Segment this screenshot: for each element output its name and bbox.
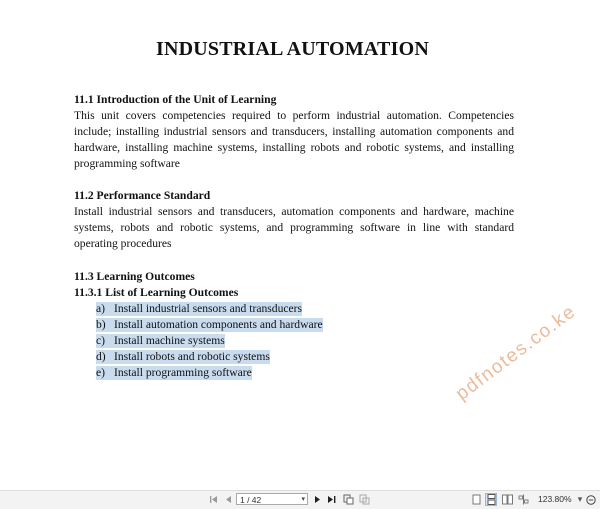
two-page-icon bbox=[502, 494, 513, 505]
list-item bbox=[96, 317, 514, 333]
first-page-button[interactable] bbox=[208, 493, 218, 506]
section-subheading: 11.3.1 List of Learning Outcomes bbox=[74, 286, 239, 299]
two-page-button[interactable] bbox=[501, 493, 513, 506]
page-spread-button[interactable] bbox=[517, 493, 529, 506]
document-title: INDUSTRIAL AUTOMATION bbox=[156, 38, 429, 60]
previous-page-icon bbox=[224, 495, 233, 504]
section-heading: 11.2 Performance Standard bbox=[74, 189, 211, 202]
page-spread-icon bbox=[518, 494, 529, 505]
last-page-icon bbox=[327, 495, 337, 504]
single-page-button[interactable] bbox=[470, 493, 482, 506]
list-item bbox=[96, 365, 514, 381]
selected-text[interactable]: e) Install programming software bbox=[96, 366, 252, 379]
section-introduction bbox=[74, 92, 514, 172]
continuous-page-icon bbox=[487, 494, 496, 505]
rotate-icon bbox=[343, 494, 354, 505]
first-page-icon bbox=[209, 495, 218, 504]
zoom-out-icon bbox=[586, 495, 596, 505]
watermark: pdfnotes.co.ke bbox=[452, 300, 581, 405]
fit-page-button[interactable] bbox=[358, 493, 370, 506]
outcomes-list bbox=[74, 301, 514, 381]
section-body: This unit covers competencies required to perform industrial automation. Competencies include; installing industrial sensors and transducers, installing automation components and hardware, installing machine systems, installing robots and robotic systems, and installing programming software bbox=[74, 109, 514, 170]
page-indicator: 1 / 42 bbox=[240, 495, 262, 505]
section-body: Install industrial sensors and transducers, automation components and hardware, machine systems, robots and robotic systems, and programming software in line with standard operating procedures bbox=[74, 205, 514, 250]
next-page-icon bbox=[313, 495, 322, 504]
chevron-down-icon: ▾ bbox=[301, 496, 305, 503]
viewer-toolbar bbox=[0, 490, 600, 509]
zoom-out-button[interactable] bbox=[585, 493, 597, 506]
selected-text[interactable]: b) Install automation components and hardware bbox=[96, 318, 323, 331]
section-learning-outcomes bbox=[74, 269, 514, 381]
continuous-page-button[interactable] bbox=[485, 493, 497, 506]
list-item bbox=[96, 333, 514, 349]
section-performance-standard bbox=[74, 188, 514, 252]
list-item bbox=[96, 301, 514, 317]
zoom-dropdown[interactable] bbox=[576, 493, 584, 506]
zoom-level: 123.80% bbox=[538, 494, 572, 504]
selected-text[interactable]: a) Install industrial sensors and transducers bbox=[96, 302, 303, 315]
section-heading: 11.1 Introduction of the Unit of Learning bbox=[74, 93, 277, 106]
fit-page-icon bbox=[359, 494, 370, 505]
rotate-button[interactable] bbox=[342, 493, 354, 506]
selected-text[interactable]: d) Install robots and robotic systems bbox=[96, 350, 270, 363]
chevron-down-icon: ▾ bbox=[577, 494, 583, 504]
page-number-select[interactable] bbox=[236, 493, 308, 505]
selected-text[interactable]: c) Install machine systems bbox=[96, 334, 225, 347]
section-heading: 11.3 Learning Outcomes bbox=[74, 270, 195, 283]
previous-page-button[interactable] bbox=[223, 493, 233, 506]
last-page-button[interactable] bbox=[326, 493, 338, 506]
next-page-button[interactable] bbox=[312, 493, 322, 506]
list-item bbox=[96, 349, 514, 365]
single-page-icon bbox=[472, 494, 481, 505]
